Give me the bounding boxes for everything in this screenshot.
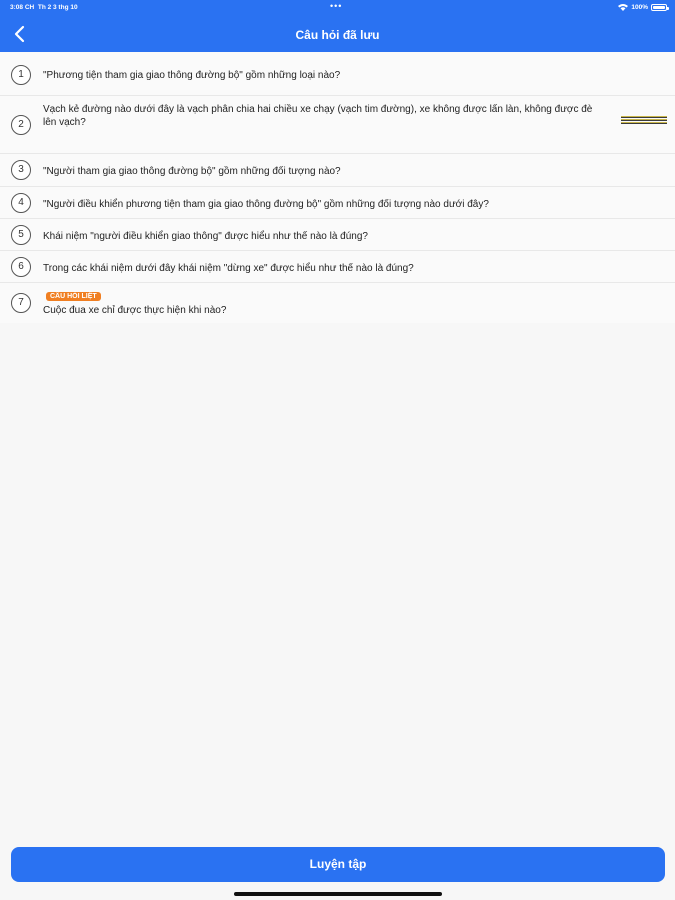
battery-percent: 100% <box>631 3 648 11</box>
page-title: Câu hỏi đã lưu <box>295 28 380 42</box>
status-right <box>618 3 667 11</box>
wifi-icon <box>618 3 628 11</box>
question-number: 7 <box>11 293 31 313</box>
question-number: 2 <box>11 115 31 135</box>
question-number: 6 <box>11 257 31 277</box>
battery-icon <box>651 4 667 11</box>
question-text: Khái niệm "người điều khiển giao thông" được hiểu như thế nào là đúng? <box>43 231 368 242</box>
status-time: 3:08 CH Th 2 3 thg 10 <box>10 4 78 11</box>
question-item-5[interactable] <box>0 219 675 251</box>
multitasking-dots[interactable]: ••• <box>330 1 343 11</box>
saved-question-list <box>0 52 675 323</box>
road-marking-thumbnail <box>621 116 667 126</box>
question-number: 1 <box>11 65 31 85</box>
header <box>0 0 675 52</box>
question-text: Trong các khái niệm dưới đây khái niệm "dừng xe" được hiểu như thế nào là đúng? <box>43 263 414 274</box>
question-text: Vạch kẻ đường nào dưới đây là vạch phân chia hai chiều xe chạy (vạch tim đường), xe không được lấn làn, không được đè lên vạch? <box>43 104 593 128</box>
home-indicator[interactable] <box>234 892 442 896</box>
critical-question-badge: CÂU HỎI LIỆT <box>46 292 101 301</box>
status-bar <box>0 0 675 16</box>
question-text: "Người điều khiển phương tiện tham gia giao thông đường bộ" gồm những đối tượng nào dưới đây? <box>43 199 489 210</box>
question-number: 5 <box>11 225 31 245</box>
question-item-7[interactable] <box>0 283 675 323</box>
question-text: "Phương tiện tham gia giao thông đường bộ" gồm những loại nào? <box>43 70 341 81</box>
question-number: 4 <box>11 193 31 213</box>
question-number: 3 <box>11 160 31 180</box>
question-item-1[interactable] <box>0 52 675 96</box>
question-item-6[interactable] <box>0 251 675 283</box>
question-text: Cuộc đua xe chỉ được thực hiện khi nào? <box>43 305 227 316</box>
practice-button[interactable]: Luyện tập <box>11 847 665 882</box>
question-item-3[interactable] <box>0 154 675 187</box>
question-item-2[interactable] <box>0 96 675 154</box>
question-text: "Người tham gia giao thông đường bộ" gồm những đối tượng nào? <box>43 166 341 177</box>
question-item-4[interactable] <box>0 187 675 219</box>
